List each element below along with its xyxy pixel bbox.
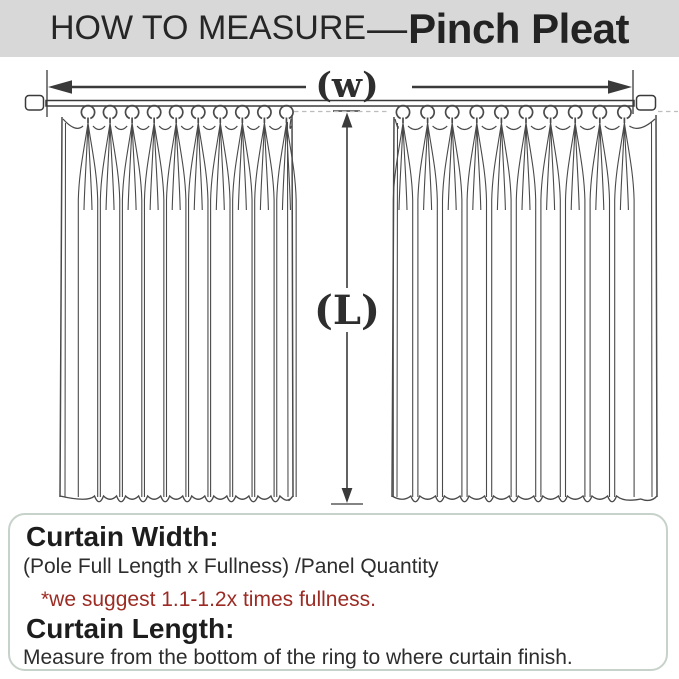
- left-finial: [26, 96, 44, 111]
- curtain-length-heading: Curtain Length:: [26, 613, 235, 644]
- header-title-caps: HOW TO MEASURE: [49, 9, 367, 47]
- width-arrowhead-left: [48, 80, 72, 94]
- right-curtain-panel: [392, 106, 657, 502]
- fullness-note: *we suggest 1.1-1.2x times fullness.: [41, 588, 376, 611]
- right-panel-pleats: [393, 123, 634, 497]
- left-curtain-panel: [60, 106, 296, 502]
- curtain-width-heading: Curtain Width:: [26, 521, 219, 552]
- right-panel-rings: [396, 106, 631, 123]
- length-arrowhead-up: [342, 113, 353, 128]
- width-label: (w): [315, 65, 379, 106]
- length-arrowhead-down: [342, 488, 353, 503]
- instructions-box: [8, 513, 668, 671]
- curtain-width-formula: (Pole Full Length x Fullness) /Panel Quantity: [23, 555, 439, 578]
- curtain-length-text: Measure from the bottom of the ring to where curtain finish.: [23, 646, 573, 669]
- right-finial: [637, 96, 656, 111]
- left-panel-hem: [60, 496, 293, 502]
- header-title-name: Pinch Pleat: [408, 4, 630, 52]
- left-panel-rings: [81, 106, 293, 123]
- width-arrowhead-right: [608, 80, 632, 94]
- left-panel-pleats: [78, 123, 296, 497]
- right-panel-hem: [392, 496, 657, 502]
- length-label: (L): [314, 287, 380, 334]
- header-dash: —: [367, 6, 408, 51]
